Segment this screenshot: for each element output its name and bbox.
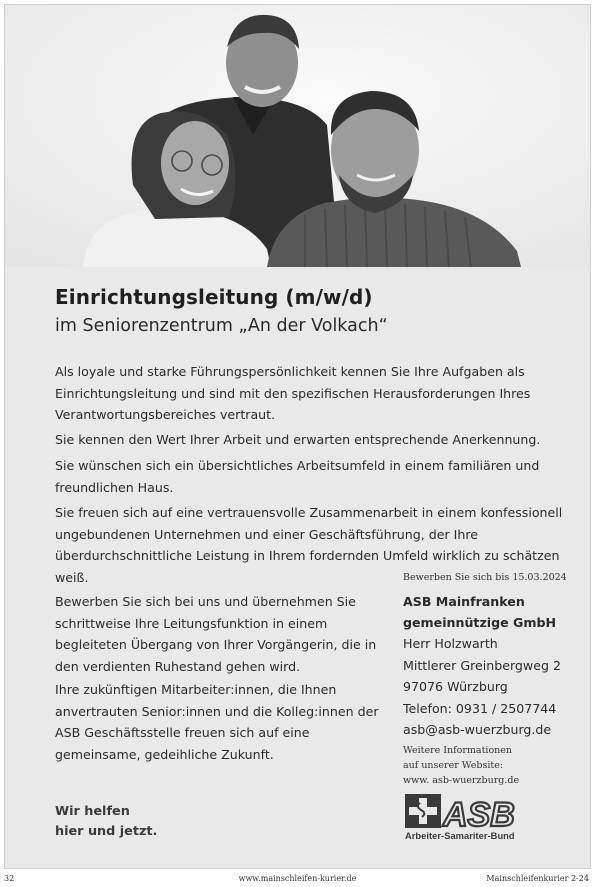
slogan-line-2: hier und jetzt. <box>55 824 158 839</box>
footer-url[interactable]: www.mainschleifen-kurier.de <box>238 874 357 883</box>
team-photo <box>5 5 590 267</box>
org-name-line-2: gemeinnützige GmbH <box>403 615 557 630</box>
job-ad-panel <box>4 4 591 869</box>
org-name-line-1: ASB Mainfranken <box>403 594 525 609</box>
page-footer <box>0 870 595 887</box>
paragraph-environment: Sie wünschen sich ein übersichtliches Arbeitsumfeld in einem familiären und freundlichen Haus. <box>55 458 540 495</box>
issue-label: Mainschleifenkurier 2-24 <box>486 874 589 883</box>
asb-wordmark: ASB <box>443 796 515 834</box>
more-info-line-2: auf unserer Website: <box>403 759 504 771</box>
application-deadline: Bewerben Sie sich bis 15.03.2024 <box>403 572 567 583</box>
contact-city: 97076 Würzburg <box>403 679 508 694</box>
contact-person: Herr Holzwarth <box>403 636 498 651</box>
contact-block <box>403 571 588 788</box>
asb-logo-subtitle: Arbeiter-Samariter-Bund <box>405 831 515 841</box>
contact-street: Mittlerer Greinbergweg 2 <box>403 657 561 673</box>
contact-email[interactable]: asb@asb-wuerzburg.de <box>403 722 552 737</box>
slogan <box>55 802 205 842</box>
paragraph-apply: Bewerben Sie sich bei uns und übernehmen Sie schrittweise Ihre Leitungsfunktion in einem begleiteten Übergang von Ihrer Vorgängerin, die in den verdienten Ruhestand gehen wird. <box>55 594 377 674</box>
contact-phone[interactable]: Telefon: 0931 / 2507744 <box>403 700 557 716</box>
page-number: 32 <box>4 874 15 883</box>
website-link[interactable]: www. asb-wuerzburg.de <box>403 774 520 786</box>
paragraph-recognition: Sie kennen den Wert Ihrer Arbeit und erwarten entsprechende Anerkennung. <box>55 432 541 447</box>
paragraph-future: Ihre zukünftigen Mitarbeiter:innen, die Ihnen anvertrauten Senior:innen und die Kolleg:innen der ASB Geschäftsstelle freuen sich auf eine gemeinsame, gedeihliche Zukunft. <box>55 682 379 762</box>
team-photo-illustration <box>5 5 590 267</box>
slogan-line-1: Wir helfen <box>55 804 130 819</box>
job-location: im Seniorenzentrum „An der Volkach“ <box>55 316 388 336</box>
paragraph-intro: Als loyale und starke Führungspersönlichkeit kennen Sie Ihre Aufgaben als Einrichtungsleitung und sind mit den spezifischen Herausforderungen Ihres Verantwortungsbereiches vertraut. <box>55 364 531 422</box>
more-info-line-1: Weitere Informationen <box>403 744 513 756</box>
paragraph-collaboration: Sie freuen sich auf eine vertrauensvolle Zusammenarbeit in einem konfessionell ungebundenen Unternehmen und einer Geschäftsführung, der Ihre überdurchschnittliche Leistung in Ihrem fordernden Umfeld wirklich zu schätzen weiß. <box>55 505 563 585</box>
job-title: Einrichtungsleitung (m/w/d) <box>55 285 373 309</box>
